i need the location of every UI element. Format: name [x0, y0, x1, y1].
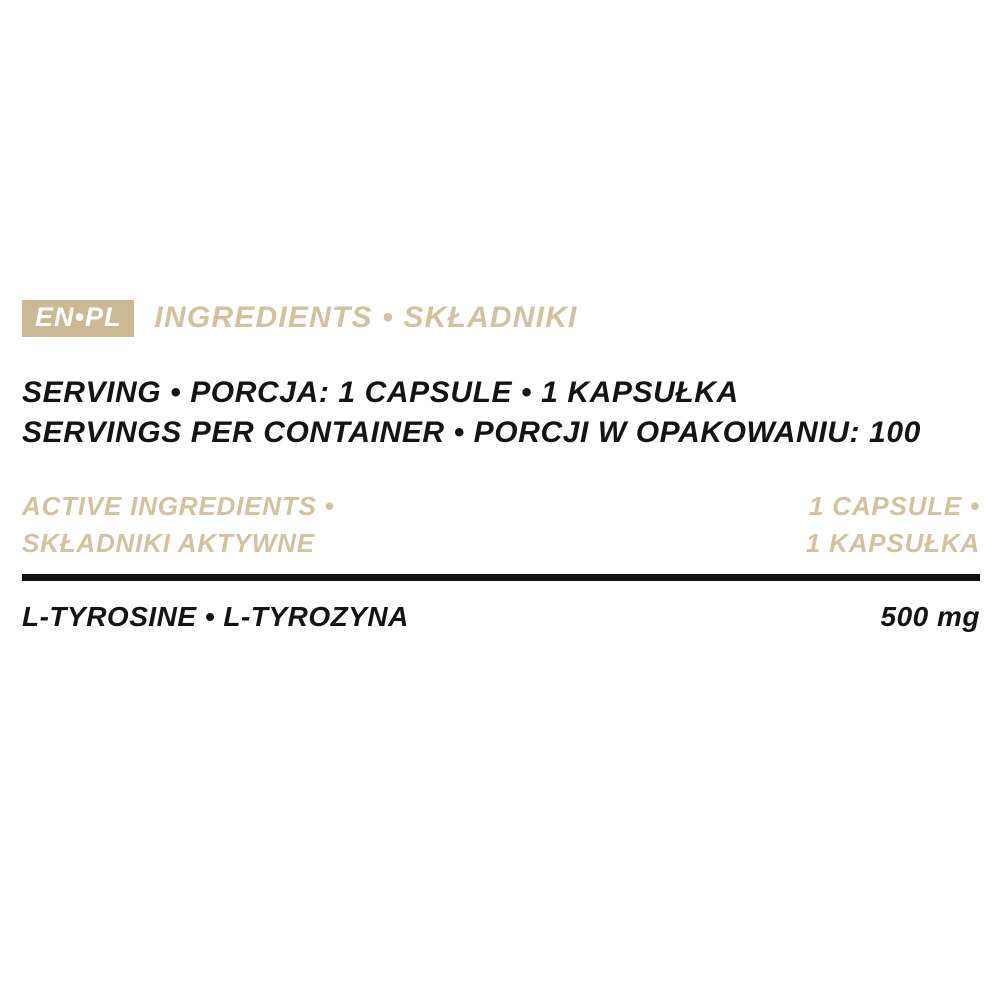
header-divider [22, 574, 980, 581]
servings-per-container-line: SERVINGS PER CONTAINER • PORCJI W OPAKOWANIU: 100 [22, 415, 921, 449]
label-header [22, 295, 980, 341]
column-header-ingredients-line-2: SKŁADNIKI AKTYWNE [22, 528, 315, 559]
ingredient-name: L-TYROSINE • L-TYROZYNA [22, 601, 409, 632]
serving-info [22, 373, 980, 452]
page-title: INGREDIENTS • SKŁADNIKI [154, 301, 578, 334]
column-header-amount [806, 488, 980, 562]
column-header-amount-line-2: 1 KAPSUŁKA [805, 528, 980, 559]
table-column-headers [22, 488, 980, 562]
column-header-ingredients [22, 488, 335, 562]
serving-size-line: SERVING • PORCJA: 1 CAPSULE • 1 KAPSUŁKA [22, 376, 739, 409]
language-badge: EN•PL [22, 300, 134, 337]
ingredients-label [22, 295, 980, 633]
ingredient-amount: 500 mg [880, 601, 980, 632]
column-header-amount-line-1: 1 CAPSULE • [808, 491, 980, 522]
column-header-ingredients-line-1: ACTIVE INGREDIENTS • [22, 491, 335, 522]
table-row [22, 581, 980, 633]
